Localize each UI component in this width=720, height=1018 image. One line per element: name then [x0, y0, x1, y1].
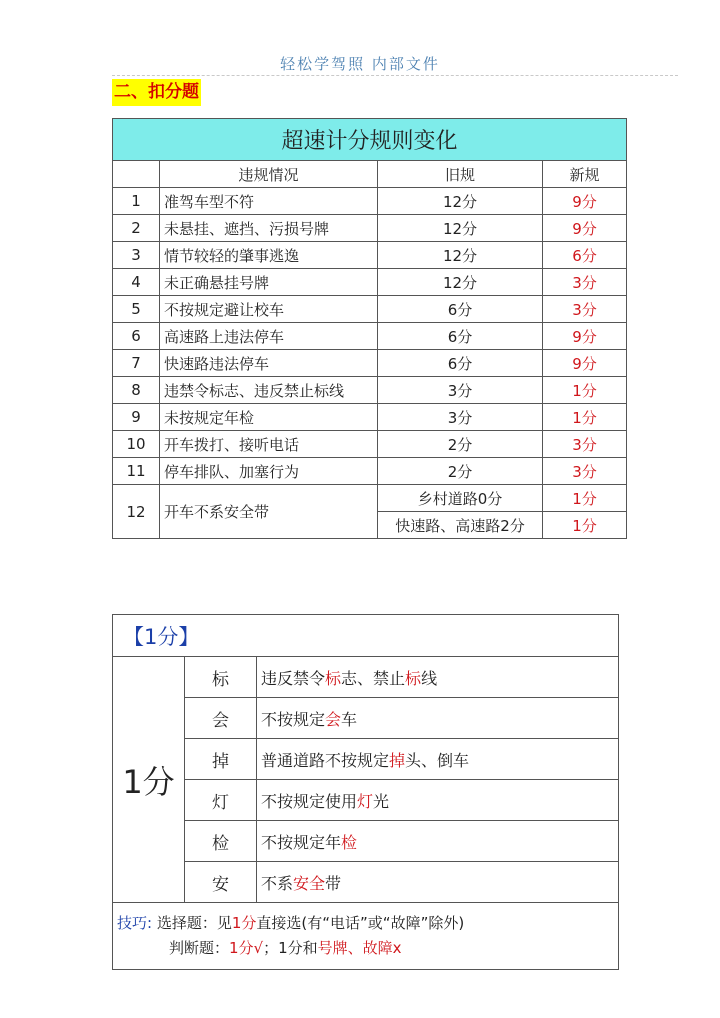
table-row: [113, 188, 627, 215]
highlight-text: 号牌、故障x: [317, 939, 402, 957]
section-title: 二、扣分题: [112, 79, 201, 106]
mnemonic-key: 会: [185, 698, 257, 739]
violation-cell: 未按规定年检: [160, 404, 378, 431]
mnemonic-row: [113, 780, 619, 821]
violation-cell: 不按规定避让校车: [160, 296, 378, 323]
violation-cell: 快速路违法停车: [160, 350, 378, 377]
new-points-cell: 1分: [543, 377, 627, 404]
document-header: 轻松学驾照 内部文件: [280, 55, 440, 73]
new-points-cell: 3分: [543, 458, 627, 485]
plain-text: 不按规定: [261, 709, 326, 729]
highlight-text: 标: [325, 668, 342, 688]
mnemonic-text: [257, 862, 619, 903]
table-row: [113, 404, 627, 431]
old-points-cell: 6分: [378, 350, 543, 377]
mnemonic-text: [257, 780, 619, 821]
violation-cell: 准驾车型不符: [160, 188, 378, 215]
old-points-cell: 6分: [378, 296, 543, 323]
new-points-cell: 3分: [543, 269, 627, 296]
new-points-cell: 6分: [543, 242, 627, 269]
new-points-cell: 1分: [543, 512, 627, 539]
plain-text: 光: [373, 791, 390, 811]
row-number: 4: [113, 269, 160, 296]
violation-cell: 开车拨打、接听电话: [160, 431, 378, 458]
points-change-table: [112, 118, 627, 539]
plain-text: 不按规定年: [261, 832, 342, 852]
plain-text: 判断题：: [169, 939, 230, 957]
new-points-cell: 9分: [543, 215, 627, 242]
row-number: 11: [113, 458, 160, 485]
mnemonic-text: [257, 657, 619, 698]
highlight-text: 标: [405, 668, 422, 688]
mnemonic-key: 安: [185, 862, 257, 903]
plain-text: 带: [325, 873, 342, 893]
violation-cell: 高速路上违法停车: [160, 323, 378, 350]
mnemonic-row: [113, 657, 619, 698]
mnemonic-row: [113, 862, 619, 903]
row-number: 8: [113, 377, 160, 404]
old-points-cell: 2分: [378, 458, 543, 485]
mnemonic-row: [113, 739, 619, 780]
tip-line-1: [117, 911, 614, 936]
plain-text: 直接选(有“电话”或“故障”除外): [256, 914, 465, 932]
plain-text: 不按规定使用: [261, 791, 358, 811]
new-points-cell: 9分: [543, 323, 627, 350]
header-new-rule: 新规: [543, 161, 627, 188]
highlight-text: 灯: [357, 791, 374, 811]
new-points-cell: 3分: [543, 296, 627, 323]
mnemonic-text: [257, 739, 619, 780]
table-row: [113, 377, 627, 404]
plain-text: 车: [341, 709, 358, 729]
highlight-text: 掉: [389, 750, 406, 770]
header-divider: [112, 75, 678, 76]
plain-text: 普通道路不按规定: [261, 750, 390, 770]
table-row: [113, 350, 627, 377]
row-number: 3: [113, 242, 160, 269]
new-points-cell: 9分: [543, 188, 627, 215]
row-number: 9: [113, 404, 160, 431]
table-row: [113, 296, 627, 323]
new-points-cell: 1分: [543, 404, 627, 431]
new-points-cell: 1分: [543, 485, 627, 512]
old-points-cell: 12分: [378, 242, 543, 269]
table-row: [113, 485, 627, 512]
one-point-label: 1分: [113, 657, 185, 903]
old-points-cell: 12分: [378, 215, 543, 242]
highlight-text: 检: [341, 832, 358, 852]
mnemonic-row: [113, 821, 619, 862]
violation-cell: 停车排队、加塞行为: [160, 458, 378, 485]
old-points-cell: 快速路、高速路2分: [378, 512, 543, 539]
plain-text: 不系: [261, 873, 294, 893]
violation-cell: 违禁令标志、违反禁止标线: [160, 377, 378, 404]
table-row: [113, 242, 627, 269]
old-points-cell: 12分: [378, 188, 543, 215]
row-number: 7: [113, 350, 160, 377]
tip-line-2: [117, 936, 614, 961]
old-points-cell: 3分: [378, 377, 543, 404]
header-old-rule: 旧规: [378, 161, 543, 188]
plain-text: 选择题：见: [156, 914, 232, 932]
one-point-table: [112, 614, 619, 970]
row-number: 5: [113, 296, 160, 323]
table-row: [113, 323, 627, 350]
new-points-cell: 9分: [543, 350, 627, 377]
table-row: [113, 215, 627, 242]
plain-text: 违反禁令: [261, 668, 326, 688]
one-point-header: 【1分】: [113, 615, 619, 657]
highlight-text: 安全: [293, 873, 326, 893]
row-number: 2: [113, 215, 160, 242]
old-points-cell: 乡村道路0分: [378, 485, 543, 512]
mnemonic-text: [257, 698, 619, 739]
table-row: [113, 269, 627, 296]
tip-cell: [113, 903, 619, 970]
violation-cell: 未正确悬挂号牌: [160, 269, 378, 296]
row-number: 12: [113, 485, 160, 539]
highlight-text: 会: [325, 709, 342, 729]
header-violation: 违规情况: [160, 161, 378, 188]
row-number: 10: [113, 431, 160, 458]
header-no: [113, 161, 160, 188]
table-row: [113, 431, 627, 458]
mnemonic-text: [257, 821, 619, 862]
highlight-text: 1分√: [229, 939, 264, 957]
old-points-cell: 3分: [378, 404, 543, 431]
violation-cell: 未悬挂、遮挡、污损号牌: [160, 215, 378, 242]
mnemonic-row: [113, 698, 619, 739]
old-points-cell: 2分: [378, 431, 543, 458]
plain-text: 头、倒车: [405, 750, 470, 770]
tip-label: 技巧:: [117, 914, 153, 932]
plain-text: ；1分和: [263, 939, 318, 957]
mnemonic-key: 掉: [185, 739, 257, 780]
mnemonic-key: 检: [185, 821, 257, 862]
highlight-text: 1分: [231, 914, 257, 932]
plain-text: 志、禁止: [341, 668, 406, 688]
old-points-cell: 6分: [378, 323, 543, 350]
row-number: 1: [113, 188, 160, 215]
tip-row: [113, 903, 619, 970]
violation-cell: 开车不系安全带: [160, 485, 378, 539]
new-points-cell: 3分: [543, 431, 627, 458]
table-row: [113, 458, 627, 485]
plain-text: 线: [421, 668, 438, 688]
violation-cell: 情节较轻的肇事逃逸: [160, 242, 378, 269]
mnemonic-key: 灯: [185, 780, 257, 821]
row-number: 6: [113, 323, 160, 350]
table-title: 超速计分规则变化: [113, 119, 627, 161]
mnemonic-key: 标: [185, 657, 257, 698]
old-points-cell: 12分: [378, 269, 543, 296]
